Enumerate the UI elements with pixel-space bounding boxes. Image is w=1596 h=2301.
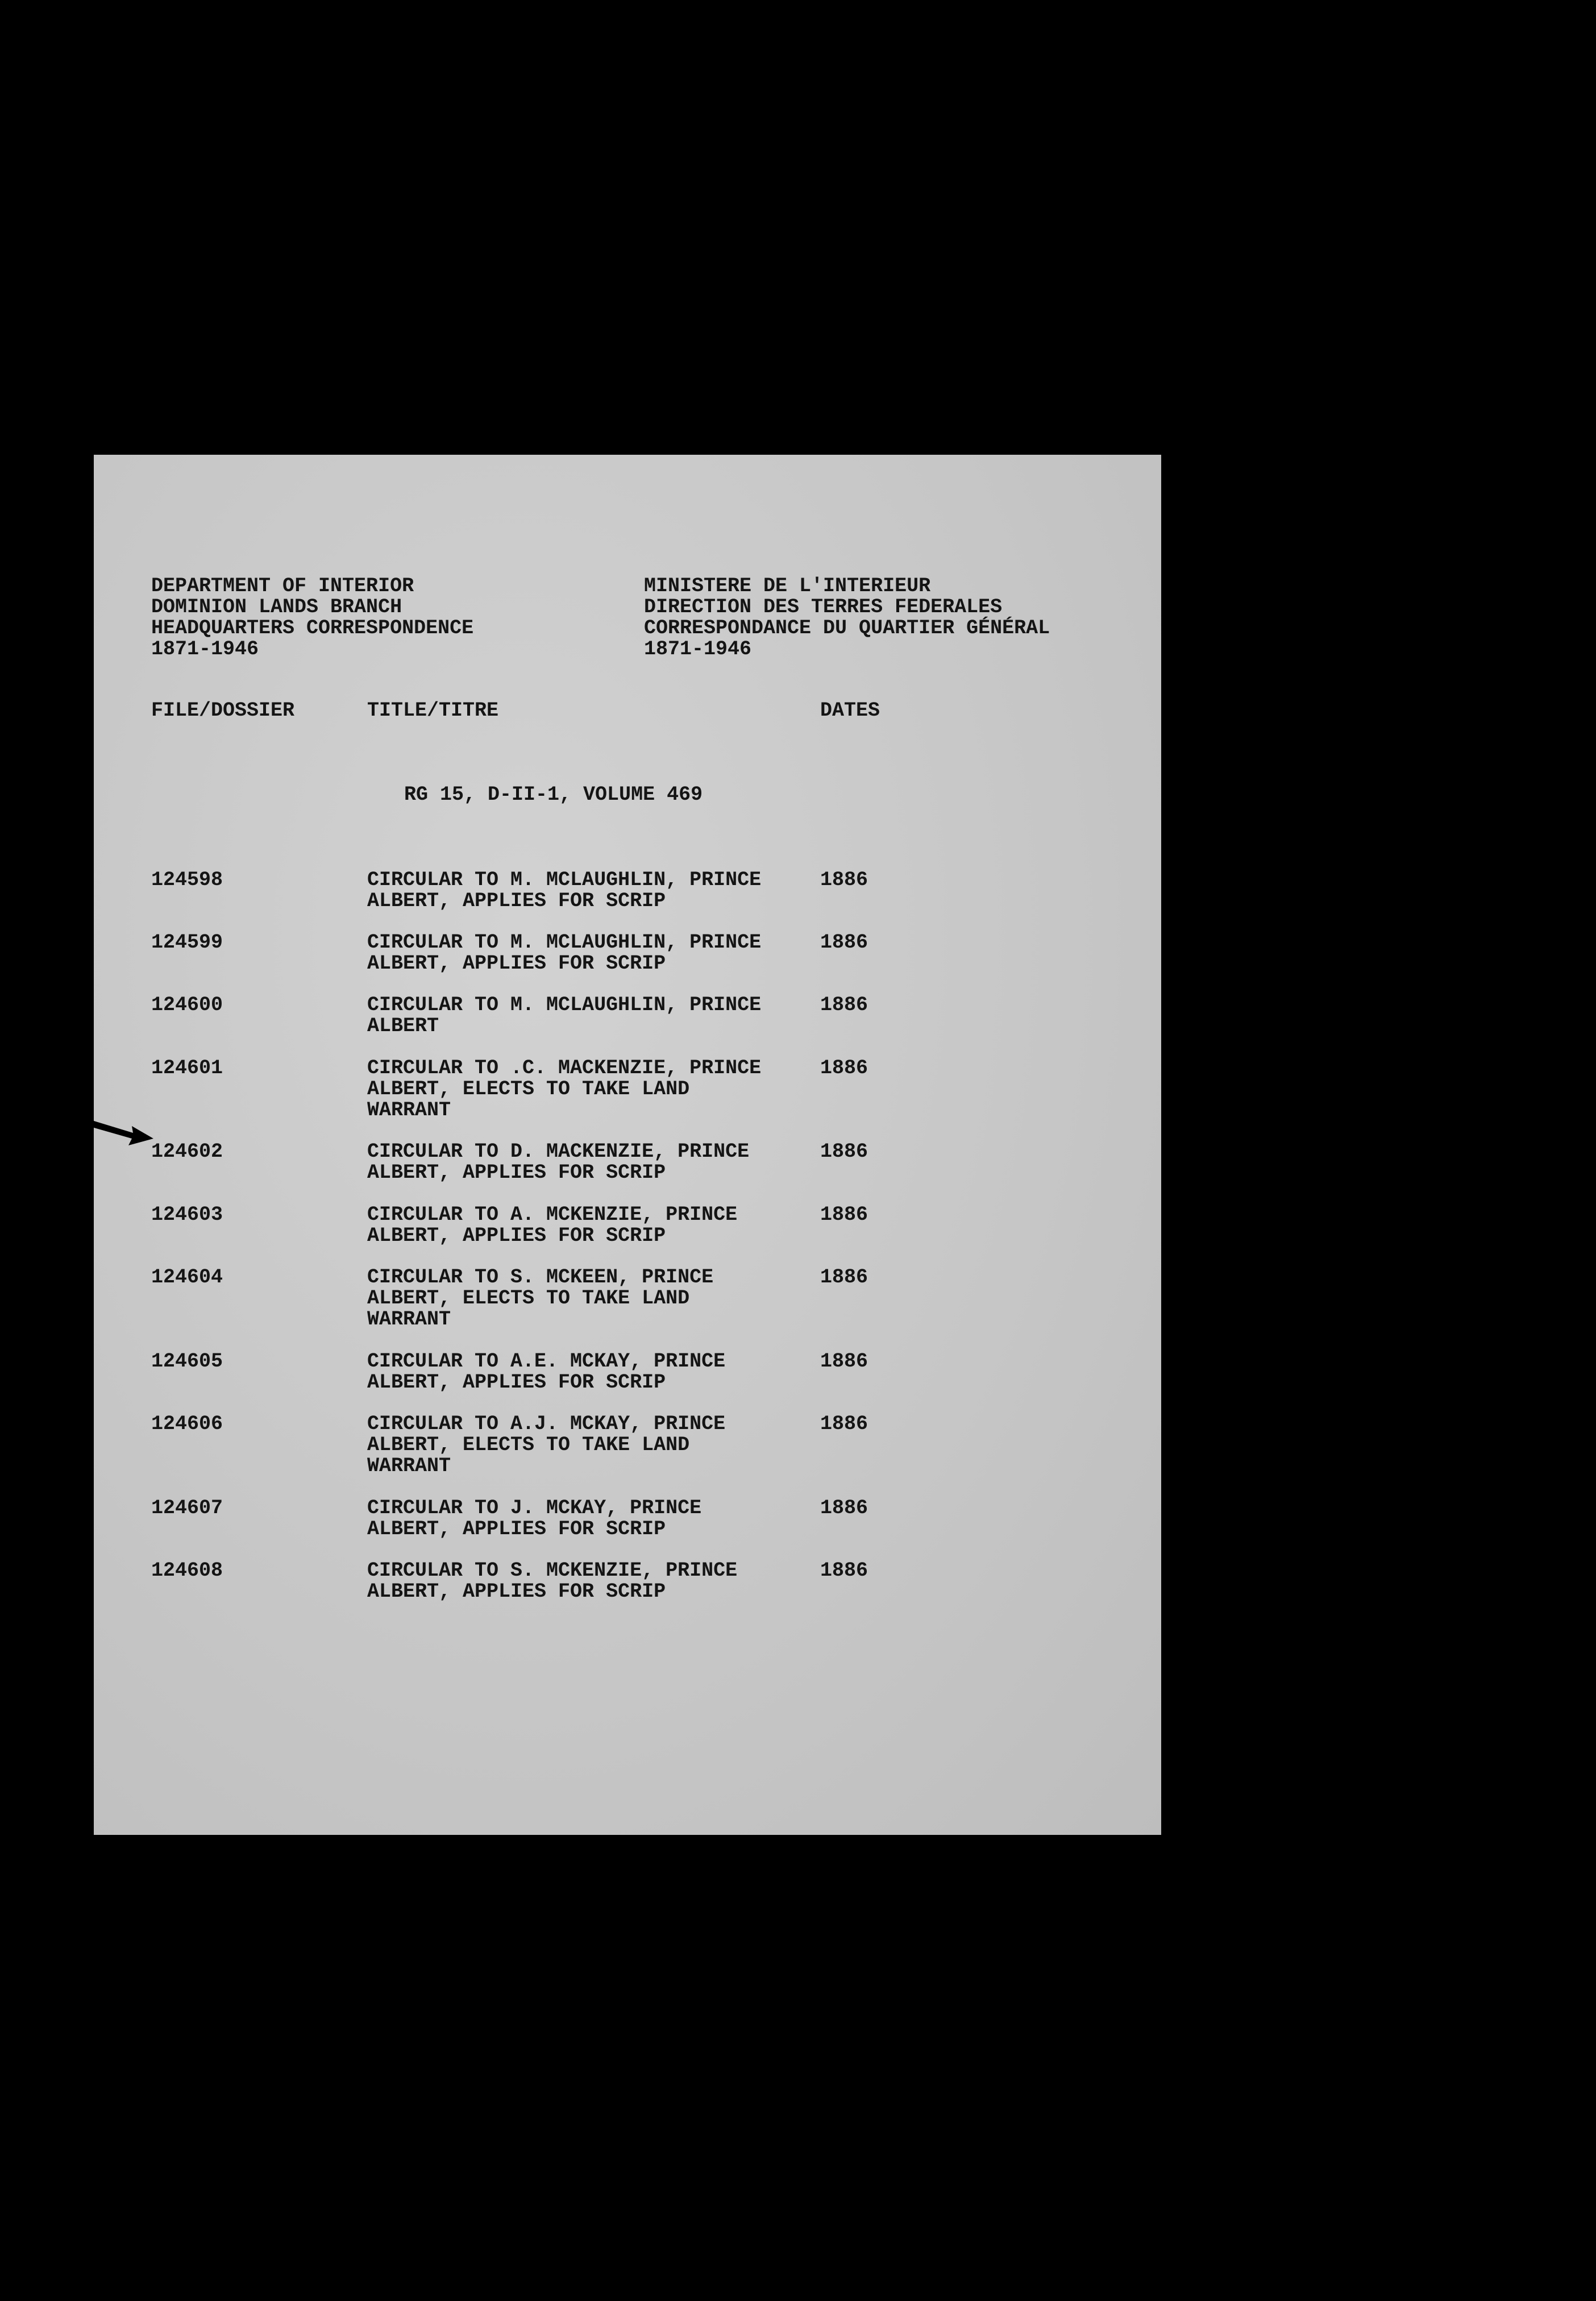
file-number: 124606 [151, 1413, 223, 1435]
title-line: ALBERT, ELECTS TO TAKE LAND [367, 1078, 690, 1100]
entry-date: 1886 [820, 994, 868, 1016]
volume-reference: RG 15, D-II-1, VOLUME 469 [404, 783, 703, 806]
header-line: DIRECTION DES TERRES FEDERALES [644, 596, 1003, 618]
title-line: CIRCULAR TO J. MCKAY, PRINCE [367, 1497, 702, 1519]
entry-date: 1886 [820, 1266, 868, 1289]
title-line: CIRCULAR TO S. MCKENZIE, PRINCE [367, 1559, 738, 1582]
title-line: CIRCULAR TO D. MACKENZIE, PRINCE [367, 1140, 750, 1163]
header-english [151, 576, 473, 660]
title-line: ALBERT, APPLIES FOR SCRIP [367, 1161, 666, 1184]
column-header-title: TITLE/TITRE [367, 699, 499, 722]
title-line: ALBERT, APPLIES FOR SCRIP [367, 1224, 666, 1247]
arrow-marker-icon [92, 1116, 155, 1150]
title-line: ALBERT [367, 1015, 439, 1037]
title-line: WARRANT [367, 1308, 451, 1331]
title-line: CIRCULAR TO .C. MACKENZIE, PRINCE [367, 1057, 762, 1079]
header-line: 1871-1946 [151, 638, 259, 661]
title-line: WARRANT [367, 1099, 451, 1122]
title-line: ALBERT, ELECTS TO TAKE LAND [367, 1434, 690, 1456]
entry-date: 1886 [820, 1140, 868, 1163]
file-number: 124608 [151, 1559, 223, 1582]
entry-title [367, 1141, 799, 1183]
entry-title [367, 932, 799, 974]
file-number: 124601 [151, 1057, 223, 1079]
header-line: DEPARTMENT OF INTERIOR [151, 575, 414, 597]
entry-date: 1886 [820, 1203, 868, 1226]
title-line: CIRCULAR TO M. MCLAUGHLIN, PRINCE [367, 931, 762, 954]
entry-date: 1886 [820, 1497, 868, 1519]
entry-date: 1886 [820, 1559, 868, 1582]
column-header-file: FILE/DOSSIER [151, 699, 295, 722]
file-number: 124604 [151, 1266, 223, 1289]
file-number: 124598 [151, 869, 223, 891]
title-line: CIRCULAR TO S. MCKEEN, PRINCE [367, 1266, 714, 1289]
title-line: CIRCULAR TO A.J. MCKAY, PRINCE [367, 1413, 726, 1435]
title-line: ALBERT, APPLIES FOR SCRIP [367, 890, 666, 912]
column-header-dates: DATES [820, 699, 880, 722]
entry-title [367, 1560, 799, 1602]
file-number: 124600 [151, 994, 223, 1016]
title-line: CIRCULAR TO M. MCLAUGHLIN, PRINCE [367, 869, 762, 891]
entry-title [367, 1498, 799, 1540]
title-line: ALBERT, APPLIES FOR SCRIP [367, 1518, 666, 1540]
entry-title [367, 1267, 799, 1330]
title-line: ALBERT, APPLIES FOR SCRIP [367, 952, 666, 975]
file-number: 124605 [151, 1350, 223, 1373]
entry-title [367, 1414, 799, 1477]
title-line: CIRCULAR TO M. MCLAUGHLIN, PRINCE [367, 994, 762, 1016]
entry-date: 1886 [820, 869, 868, 891]
header-line: MINISTERE DE L'INTERIEUR [644, 575, 931, 597]
entry-date: 1886 [820, 1057, 868, 1079]
file-number: 124607 [151, 1497, 223, 1519]
entry-date: 1886 [820, 931, 868, 954]
title-line: ALBERT, ELECTS TO TAKE LAND [367, 1287, 690, 1310]
file-number: 124603 [151, 1203, 223, 1226]
header-french [644, 576, 1050, 660]
entry-title [367, 1205, 799, 1247]
entry-title [367, 1058, 799, 1121]
entry-date: 1886 [820, 1413, 868, 1435]
title-line: ALBERT, APPLIES FOR SCRIP [367, 1580, 666, 1603]
document-page [94, 455, 1161, 1835]
entry-title [367, 870, 799, 912]
title-line: CIRCULAR TO A.E. MCKAY, PRINCE [367, 1350, 726, 1373]
title-line: CIRCULAR TO A. MCKENZIE, PRINCE [367, 1203, 738, 1226]
header-line: CORRESPONDANCE DU QUARTIER GÉNÉRAL [644, 617, 1050, 639]
title-line: WARRANT [367, 1455, 451, 1477]
header-line: HEADQUARTERS CORRESPONDENCE [151, 617, 474, 639]
header-line: DOMINION LANDS BRANCH [151, 596, 402, 618]
file-number: 124602 [151, 1140, 223, 1163]
entry-title [367, 1351, 799, 1393]
entry-date: 1886 [820, 1350, 868, 1373]
header-line: 1871-1946 [644, 638, 752, 661]
title-line: ALBERT, APPLIES FOR SCRIP [367, 1371, 666, 1394]
entry-title [367, 995, 799, 1037]
file-number: 124599 [151, 931, 223, 954]
